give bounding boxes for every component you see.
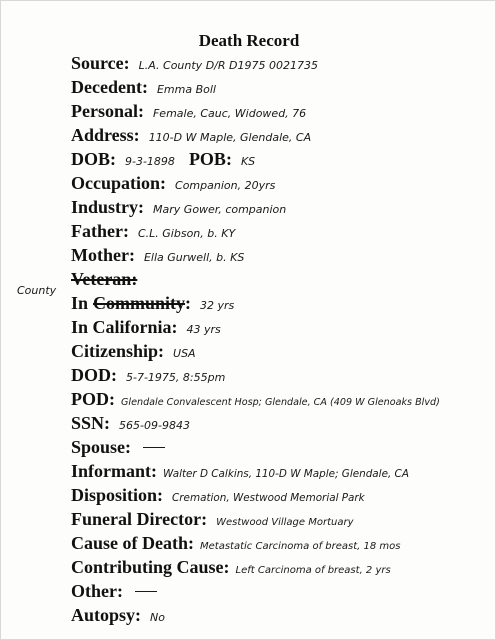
informant-label: Informant: (71, 461, 157, 481)
citizenship-value: USA (173, 347, 196, 360)
funeral-director-value: Westwood Village Mortuary (216, 517, 354, 528)
in-community-colon: : (185, 293, 192, 313)
row-in-community (71, 293, 487, 317)
pod-value: Glendale Convalescent Hosp; Glendale, CA (409 W Glenoaks Blvd) (121, 397, 440, 408)
document-title: Death Record (198, 31, 300, 50)
other-label: Other: (71, 581, 123, 601)
ssn-value: 565-09-9843 (119, 419, 190, 432)
row-other (71, 581, 487, 605)
row-spouse (71, 437, 487, 461)
row-in-california (71, 317, 487, 341)
row-funeral-director (71, 509, 487, 533)
row-veteran (71, 269, 487, 293)
cause-of-death-value: Metastatic Carcinoma of breast, 18 mos (200, 541, 401, 552)
row-citizenship (71, 341, 487, 365)
row-occupation (71, 173, 487, 197)
row-dob (71, 149, 487, 173)
row-source (71, 53, 487, 77)
contributing-cause-label: Contributing Cause: (71, 557, 230, 577)
mother-label: Mother: (71, 245, 135, 265)
row-ssn (71, 413, 487, 437)
row-informant (71, 461, 487, 485)
cause-of-death-label: Cause of Death: (71, 533, 194, 553)
industry-label: Industry: (71, 197, 145, 217)
dod-value: 5-7-1975, 8:55pm (126, 371, 226, 384)
citizenship-label: Citizenship: (71, 341, 165, 361)
disposition-label: Disposition: (71, 485, 164, 505)
pod-label: POD: (71, 389, 115, 409)
decedent-label: Decedent: (71, 77, 148, 97)
dob-value: 9-3-1898 (125, 155, 175, 168)
pob-value: KS (240, 155, 256, 168)
funeral-director-label: Funeral Director: (71, 509, 208, 529)
industry-value: Mary Gower, companion (153, 203, 287, 216)
margin-note-county: County (17, 284, 57, 297)
contributing-cause-value: Left Carcinoma of breast, 2 yrs (235, 565, 391, 576)
other-blank-dash (135, 591, 157, 592)
row-father (71, 221, 487, 245)
row-disposition (71, 485, 487, 509)
row-pod (71, 389, 487, 413)
pob-label: POB: (188, 149, 232, 169)
mother-value: Ella Gurwell, b. KS (143, 251, 245, 264)
source-value: L.A. County D/R D1975 0021735 (138, 59, 318, 72)
row-decedent (71, 77, 487, 101)
autopsy-label: Autopsy: (71, 605, 142, 625)
row-mother (71, 245, 487, 269)
source-label: Source: (71, 53, 130, 73)
in-california-label: In California: (71, 317, 178, 337)
personal-label: Personal: (71, 101, 144, 121)
address-label: Address: (71, 125, 140, 145)
spouse-blank-dash (143, 447, 165, 448)
personal-value: Female, Cauc, Widowed, 76 (152, 107, 307, 120)
autopsy-value: No (150, 611, 165, 624)
spouse-label: Spouse: (71, 437, 132, 457)
occupation-value: Companion, 20yrs (175, 179, 276, 192)
in-label: In (71, 293, 89, 313)
row-autopsy (71, 605, 487, 629)
ssn-label: SSN: (71, 413, 111, 433)
row-cause-of-death (71, 533, 487, 557)
dod-label: DOD: (71, 365, 117, 385)
row-personal (71, 101, 487, 125)
informant-value: Walter D Calkins, 110-D W Maple; Glendale, CA (163, 468, 409, 480)
disposition-value: Cremation, Westwood Memorial Park (172, 492, 365, 504)
community-label-struck: Community (93, 293, 186, 313)
address-value: 110-D W Maple, Glendale, CA (148, 131, 312, 144)
row-contributing-cause (71, 557, 487, 581)
veteran-label-struck: Veteran: (71, 269, 138, 289)
occupation-label: Occupation: (71, 173, 167, 193)
row-address (71, 125, 487, 149)
in-california-value: 43 yrs (186, 323, 221, 336)
dob-label: DOB: (71, 149, 116, 169)
father-label: Father: (71, 221, 129, 241)
father-value: C.L. Gibson, b. KY (137, 227, 236, 240)
decedent-value: Emma Boll (156, 83, 216, 96)
row-industry (71, 197, 487, 221)
in-community-value: 32 yrs (200, 299, 235, 312)
row-dod (71, 365, 487, 389)
